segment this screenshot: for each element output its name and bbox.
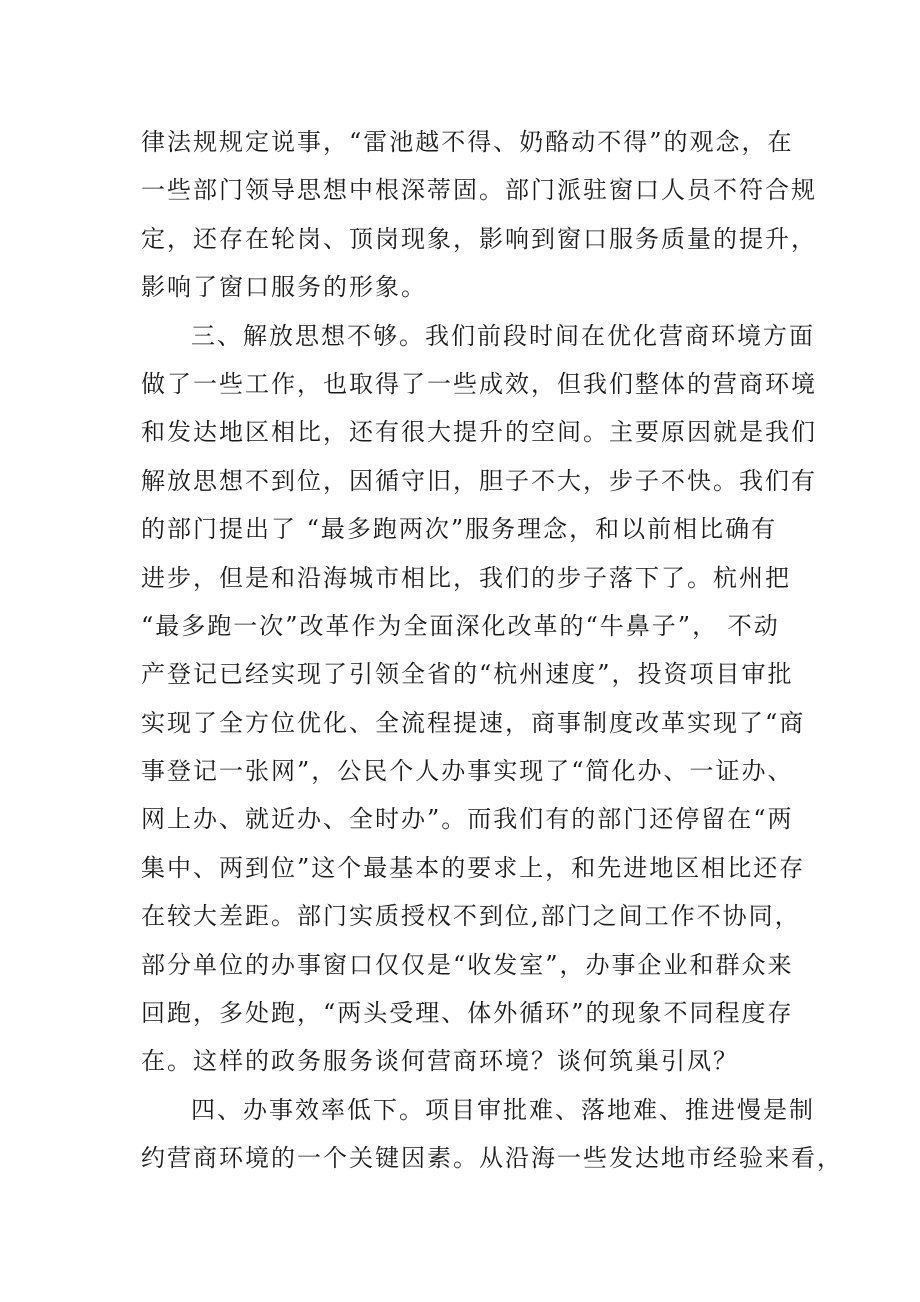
text-line: 在较大差距。部门实质授权不到位,部门之间工作不协同， — [141, 902, 801, 931]
text-line: 约营商环境的一个关键因素。从沿海一些发达地市经验来看， — [141, 1144, 843, 1173]
text-line: 的部门提出了 “最多跑两次”服务理念，和以前相比确有 — [141, 515, 778, 544]
text-line: 事登记一张网”，公民个人办事实现了“简化办、一证办、 — [141, 757, 794, 786]
text-line: 实现了全方位优化、全流程提速，商事制度改革实现了“商 — [141, 708, 806, 737]
text-line: 在。这样的政务服务谈何营商环境？谈何筑巢引凤？ — [141, 1047, 739, 1076]
text-line: 产登记已经实现了引领全省的“杭州速度”，投资项目审批 — [141, 660, 794, 689]
document-body — [141, 118, 843, 1183]
text-line: 进步，但是和沿海城市相比，我们的步子落下了。杭州把 — [141, 563, 791, 592]
text-line: 网上办、就近办、全时办”。而我们有的部门还停留在“两 — [141, 805, 794, 834]
text-line: 做了一些工作，也取得了一些成效，但我们整体的营商环境 — [141, 369, 817, 398]
text-line: 回跑，多处跑，“两头受理、体外循环”的现象不同程度存 — [141, 999, 794, 1028]
text-line: 集中、两到位”这个最基本的要求上，和先进地区相比还存 — [141, 853, 806, 882]
text-line: 律法规规定说事，“雷池越不得、奶酪动不得”的观念，在 — [141, 128, 794, 156]
paragraph-heading-line: 三、解放思想不够。我们前段时间在优化营商环境方面 — [191, 321, 815, 350]
text-line: 和发达地区相比，还有很大提升的空间。主要原因就是我们 — [141, 418, 817, 447]
text-line: 一些部门领导思想中根深蒂固。部门派驻窗口人员不符合规 — [141, 176, 817, 205]
text-line: “最多跑一次”改革作为全面深化改革的“牛鼻子”， 不动 — [141, 611, 780, 640]
paragraph-heading-line: 四、办事效率低下。项目审批难、落地难、推进慢是制 — [191, 1095, 815, 1124]
text-line: 解放思想不到位，因循守旧，胆子不大，步子不快。我们有 — [141, 466, 817, 495]
text-line: 定，还存在轮岗、顶岗现象，影响到窗口服务质量的提升， — [141, 224, 817, 253]
text-line: 影响了窗口服务的形象。 — [141, 273, 427, 302]
text-line: 部分单位的办事窗口仅仅是“收发室”，办事企业和群众来 — [141, 950, 794, 979]
